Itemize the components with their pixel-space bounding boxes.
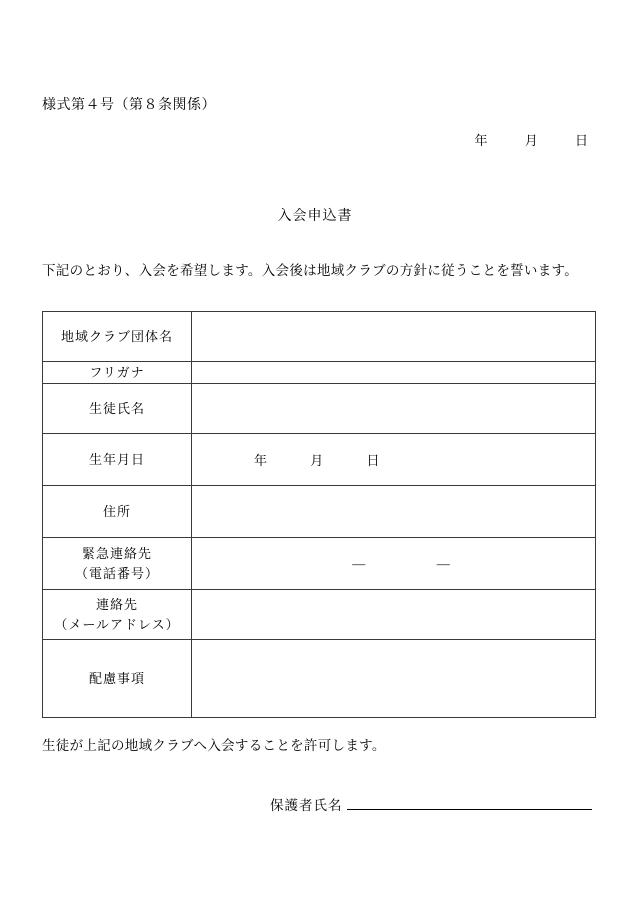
page-title: 入会申込書 — [277, 209, 353, 224]
birthdate-units — [208, 453, 380, 468]
row-value-student-name[interactable] — [192, 384, 596, 434]
label-text: 緊急連絡先 — [81, 545, 152, 561]
row-value-considerations[interactable] — [192, 640, 596, 718]
table-row — [43, 590, 596, 640]
label-text: フリガナ — [89, 364, 145, 380]
phone-dashes — [208, 556, 595, 572]
row-value-emergency-contact[interactable] — [192, 538, 596, 590]
row-value-email-contact[interactable] — [192, 590, 596, 640]
row-label-considerations — [43, 640, 192, 718]
label-text: 生徒氏名 — [88, 400, 145, 416]
label-text: 配慮事項 — [88, 670, 145, 686]
table-row — [43, 538, 596, 590]
row-value-furigana[interactable] — [192, 362, 596, 384]
row-label-emergency-contact — [43, 538, 192, 590]
label-text: 連絡先 — [95, 596, 138, 612]
table-row — [43, 434, 596, 486]
row-label-student-name — [43, 384, 192, 434]
phone-dash-1: ― — [352, 555, 367, 571]
guardian-signature-row — [270, 793, 592, 814]
row-label-email-contact — [43, 590, 192, 640]
birthdate-day-label: 日 — [366, 453, 380, 468]
label-text: 地域クラブ団体名 — [60, 328, 173, 344]
label-text: 住所 — [102, 503, 131, 519]
label-subtext: （メールアドレス） — [54, 616, 180, 632]
row-label-birthdate — [43, 434, 192, 486]
guardian-signature-line[interactable] — [347, 793, 592, 810]
table-row — [43, 384, 596, 434]
date-day-label: 日 — [574, 133, 588, 148]
row-value-birthdate[interactable] — [192, 434, 596, 486]
table-row — [43, 312, 596, 362]
date-month-label: 月 — [524, 133, 538, 148]
permission-statement: 生徒が上記の地域クラブへ入会することを許可します。 — [42, 738, 386, 753]
row-value-organization[interactable] — [192, 312, 596, 362]
row-label-address — [43, 486, 192, 538]
row-value-address[interactable] — [192, 486, 596, 538]
date-year-label: 年 — [474, 133, 488, 148]
table-row — [43, 640, 596, 718]
birthdate-month-label: 月 — [310, 453, 324, 468]
table-row — [43, 486, 596, 538]
label-subtext: （電話番号） — [74, 565, 159, 581]
application-form-table — [42, 311, 596, 718]
label-text: 生年月日 — [88, 451, 145, 467]
intro-paragraph: 下記のとおり、入会を希望します。入会後は地域クラブの方針に従うことを誓います。 — [42, 263, 579, 278]
phone-dash-2: ― — [436, 555, 451, 571]
birthdate-year-label: 年 — [254, 453, 268, 468]
table-row — [43, 362, 596, 384]
guardian-name-label: 保護者氏名 — [270, 798, 343, 813]
row-label-organization — [43, 312, 192, 362]
form-number: 様式第４号（第８条関係） — [42, 98, 216, 113]
row-label-furigana — [43, 362, 192, 384]
date-line — [474, 130, 588, 149]
